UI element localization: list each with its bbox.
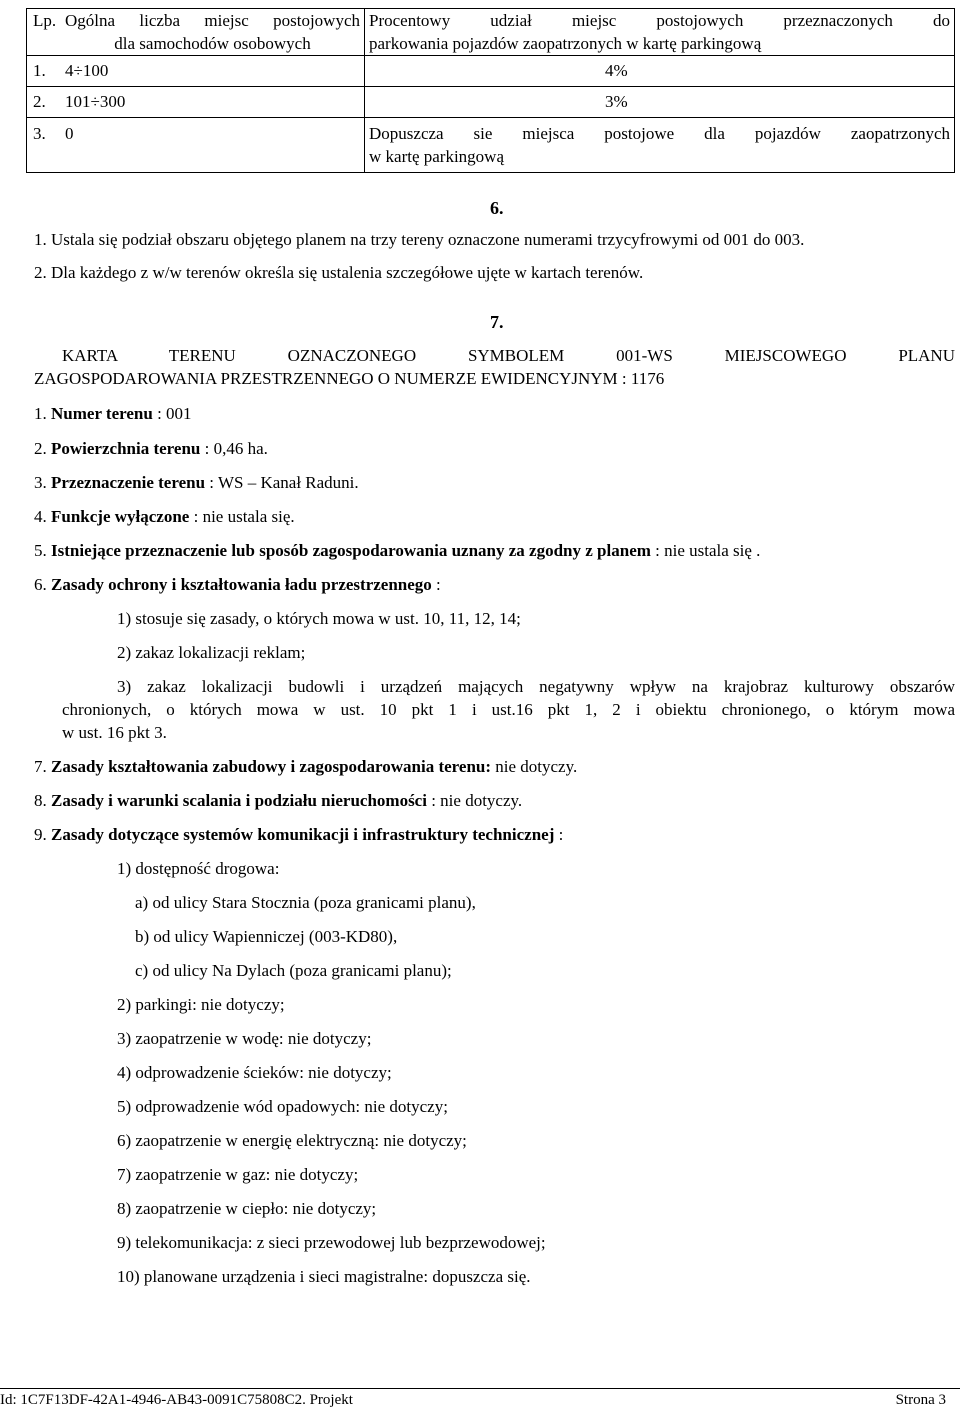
item-komunikacja: 9. Zasady dotyczące systemów komunikacji i infrastruktury technicznej :	[34, 825, 564, 844]
table-cell-percent: Dopuszcza sie miejsca postojowe dla pojazdów zaopatrzonych w kartę parkingową	[365, 118, 955, 173]
item-zasady-zabudowy: 7. Zasady kształtowania zabudowy i zagospodarowania terenu: nie dotyczy.	[34, 757, 578, 776]
table-row	[27, 56, 955, 87]
parking-table	[26, 8, 955, 173]
table-cell-percent: 3%	[365, 87, 955, 118]
sub-item: 1) dostępność drogowa:	[117, 859, 280, 878]
page-footer	[0, 1388, 960, 1408]
sec6-paragraph-1: 1. Ustala się podział obszaru objętego planem na trzy tereny oznaczone numerami trzycyfrowymi od 001 do 003.	[34, 230, 805, 249]
karta-title-line-2: ZAGOSPODAROWANIA PRZESTRZENNEGO O NUMERZE EWIDENCYJNYM : 1176	[34, 369, 665, 388]
table-header-count: Ogólna liczba miejsc postojowych dla samochodów osobowych	[61, 9, 365, 56]
sub-item: 3) zaopatrzenie w wodę: nie dotyczy;	[117, 1029, 372, 1048]
sec6-paragraph-2: 2. Dla każdego z w/w terenów określa się ustalenia szczegółowe ujęte w kartach terenów.	[34, 263, 644, 282]
table-cell-percent: 4%	[365, 56, 955, 87]
table-header-lp: Lp.	[27, 9, 62, 56]
sub-sub-item: a) od ulicy Stara Stocznia (poza granicami planu),	[135, 893, 476, 912]
sub-item-line: chronionych, o których mowa w ust. 10 pkt 1 i ust.16 pkt 1, 2 i obiektu chronionego, o którym mowa	[62, 700, 955, 719]
item-powierzchnia: 2. Powierzchnia terenu : 0,46 ha.	[34, 439, 268, 458]
section-6-heading: 6.	[490, 198, 504, 218]
footer-page-number: Strona 3	[895, 1392, 946, 1408]
sub-item: 8) zaopatrzenie w ciepło: nie dotyczy;	[117, 1199, 377, 1218]
sub-sub-item: c) od ulicy Na Dylach (poza granicami planu);	[135, 961, 452, 980]
item-numer-terenu: 1. Numer terenu : 001	[34, 404, 192, 423]
table-cell-count: 0	[61, 118, 365, 173]
item-scalanie: 8. Zasady i warunki scalania i podziału nieruchomości : nie dotyczy.	[34, 791, 523, 810]
footer-document-id: Id: 1C7F13DF-42A1-4946-AB43-0091C75808C2. Projekt	[0, 1392, 353, 1408]
item-funkcje-wylaczone: 4. Funkcje wyłączone : nie ustala się.	[34, 507, 295, 526]
sub-item: 2) zakaz lokalizacji reklam;	[117, 643, 306, 662]
table-cell-lp: 1.	[27, 56, 62, 87]
sub-item: 1) stosuje się zasady, o których mowa w ust. 10, 11, 12, 14;	[117, 609, 521, 628]
sub-item: 6) zaopatrzenie w energię elektryczną: nie dotyczy;	[117, 1131, 467, 1150]
sub-item: 10) planowane urządzenia i sieci magistralne: dopuszcza się.	[117, 1267, 531, 1286]
section-7-heading: 7.	[490, 312, 504, 332]
sub-sub-item: b) od ulicy Wapienniczej (003-KD80),	[135, 927, 398, 946]
item-istniejace-przeznaczenie: 5. Istniejące przeznaczenie lub sposób zagospodarowania uznany za zgodny z planem : nie ustala się .	[34, 541, 761, 560]
item-zasady-ochrony: 6. Zasady ochrony i kształtowania ładu przestrzennego :	[34, 575, 441, 594]
table-cell-lp: 3.	[27, 118, 62, 173]
table-row	[27, 87, 955, 118]
table-header-row	[27, 9, 955, 56]
sub-item: 7) zaopatrzenie w gaz: nie dotyczy;	[117, 1165, 359, 1184]
sub-item-line: w ust. 16 pkt 3.	[62, 723, 167, 742]
table-row	[27, 118, 955, 173]
sub-item: 2) parkingi: nie dotyczy;	[117, 995, 285, 1014]
table-cell-count: 4÷100	[61, 56, 365, 87]
sub-item: 4) odprowadzenie ścieków: nie dotyczy;	[117, 1063, 392, 1082]
karta-title-line-1: KARTA TERENU OZNACZONEGO SYMBOLEM 001-WS MIEJSCOWEGO PLANU	[62, 346, 955, 365]
table-header-percent: Procentowy udział miejsc postojowych przeznaczonych do parkowania pojazdów zaopatrzonych w kartę parkingową	[365, 9, 955, 56]
table-cell-count: 101÷300	[61, 87, 365, 118]
sub-item: 5) odprowadzenie wód opadowych: nie dotyczy;	[117, 1097, 448, 1116]
sub-item-line: 3) zakaz lokalizacji budowli i urządzeń mających negatywny wpływ na krajobraz kulturowy obszarów	[117, 677, 955, 696]
sub-item: 9) telekomunikacja: z sieci przewodowej lub bezprzewodowej;	[117, 1233, 546, 1252]
table-cell-lp: 2.	[27, 87, 62, 118]
item-przeznaczenie: 3. Przeznaczenie terenu : WS – Kanał Raduni.	[34, 473, 359, 492]
